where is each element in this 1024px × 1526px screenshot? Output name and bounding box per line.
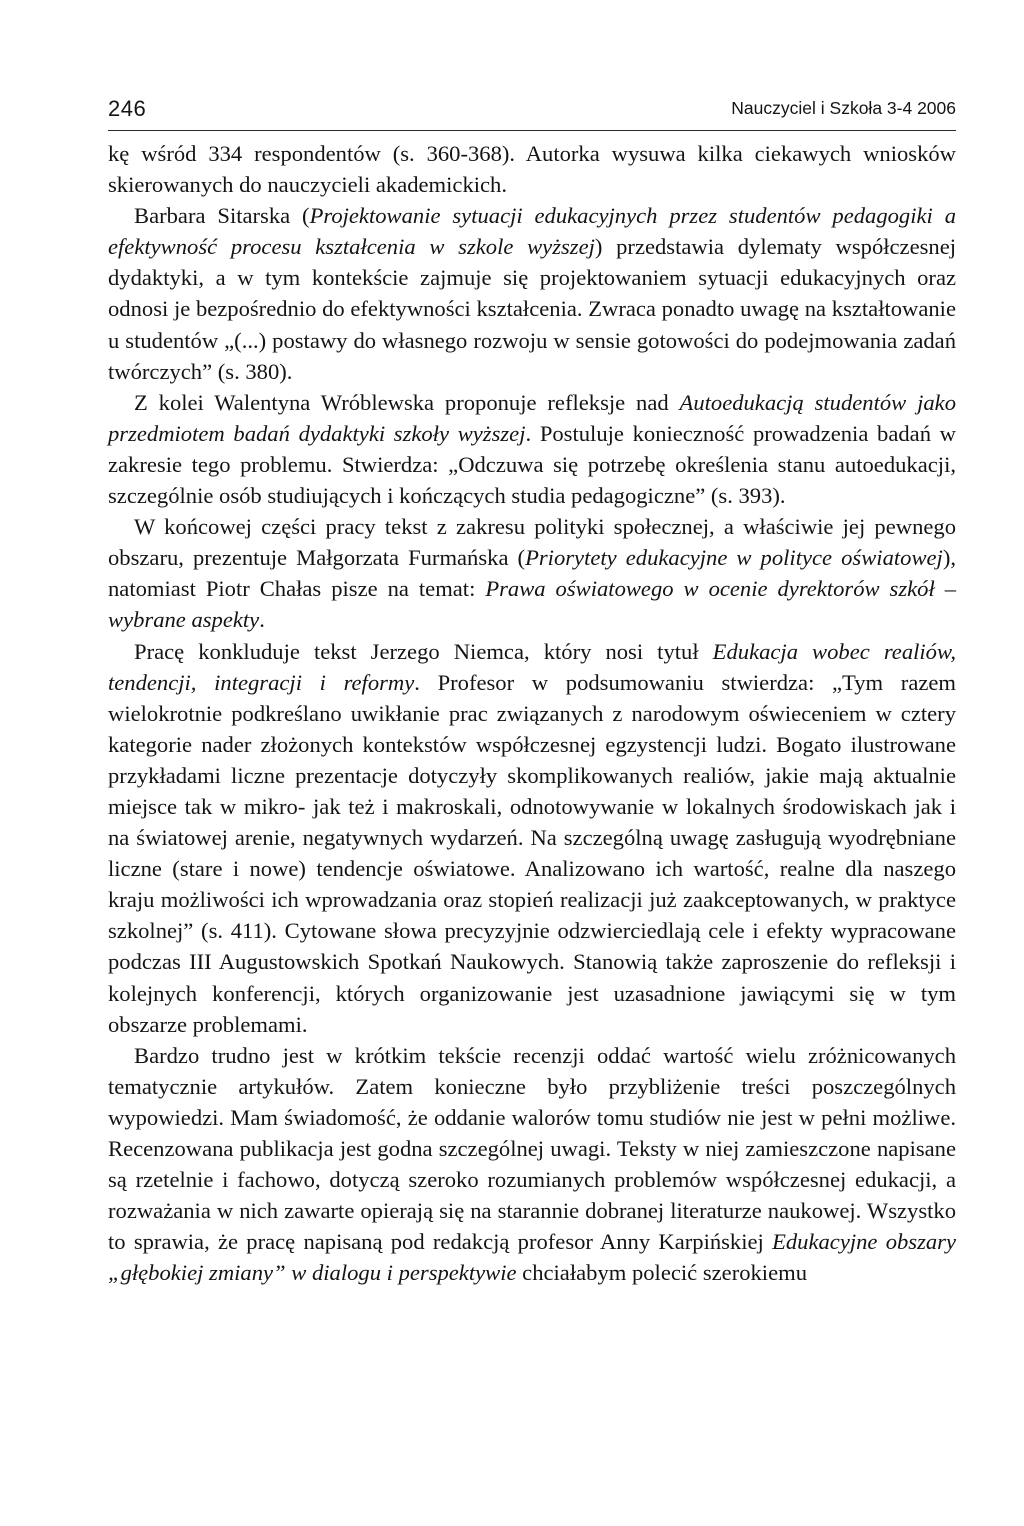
italic-title: Edukacja wobec realiów, tendencji, integracji i reformy <box>108 638 957 695</box>
text-run: . <box>259 607 265 633</box>
text-run: Z kolei Walentyna Wróblewska proponuje refleksje nad <box>134 389 680 415</box>
running-head: Nauczyciel i Szkoła 3-4 2006 <box>731 98 956 118</box>
paragraph <box>108 138 956 200</box>
italic-title: Priorytety edukacyjne w polityce oświatowej <box>525 545 943 571</box>
italic-title: Projektowanie sytuacji edukacyjnych przez studentów pedagogiki a efektywność procesu kształcenia w szkole wyższej <box>108 203 956 260</box>
text-run: Barbara Sitarska ( <box>134 203 310 229</box>
italic-title: Edukacyjne obszary „głębokiej zmiany” w dialogu i perspektywie <box>108 1229 957 1286</box>
text-run: ), natomiast Piotr Chałas pisze na temat: <box>108 545 957 602</box>
body-text <box>108 138 956 1288</box>
page-header <box>108 96 956 131</box>
text-run: . Profesor w podsumowaniu stwierdza: „Tym razem wielokrotnie podkreślano uwikłanie prac związanych z narodowym oświeceniem w cztery kategorie nader złożonych kontekstów współczesnej egzystencji ludzi. Bogato ilustrowane przykładami liczne prezentacje dotyczyły skomplikowanych realiów, jakie mają aktualnie miejsce tak w mikro- jak też i makroskali, odnotowywanie w lokalnych środowiskach jak i na światowej arenie, negatywnych wydarzeń. Na szczególną uwagę zasługują wyodrębniane liczne (stare i nowe) tendencje oświatowe. Analizowano ich wartość, realne dla naszego kraju możliwości ich wprowadzania oraz stopień realizacji już zaakceptowanych, w praktyce szkolnej” (s. 411). Cytowane słowa precyzyjnie odzwierciedlają cele i efekty wypracowane podczas III Augustowskich Spotkań Naukowych. Stanowią także zaproszenie do refleksji i kolejnych konferencji, których organizowanie jest uzasadnione jawiącymi się w tym obszarze problemami. <box>108 669 956 1037</box>
italic-title: Autoedukacją studentów jako przedmiotem badań dydaktyki szkoły wyższej <box>108 389 956 446</box>
text-run: chciałabym polecić szerokiemu <box>516 1260 807 1286</box>
page-number: 246 <box>108 96 147 121</box>
text-run: . Postuluje konieczność prowadzenia badań w zakresie tego problemu. Stwierdza: „Odczuwa się potrzebę określenia stanu autoedukacji, szczególnie osób studiujących i kończących studia pedagogiczne” (s. 393). <box>108 420 956 509</box>
paragraph <box>108 1040 956 1289</box>
paragraph <box>108 387 956 511</box>
italic-title: Prawa oświatowego w ocenie dyrektorów szkół – wybrane aspekty <box>108 576 956 633</box>
paragraph <box>108 200 956 387</box>
text-run: kę wśród 334 respondentów (s. 360-368). Autorka wysuwa kilka ciekawych wniosków skierowanych do nauczycieli akademickich. <box>108 141 956 198</box>
paragraph <box>108 636 956 1040</box>
text-run: Bardzo trudno jest w krótkim tekście recenzji oddać wartość wielu zróżnicowanych tematycznie artykułów. Zatem konieczne było przybliżenie treści poszczególnych wypowiedzi. Mam świadomość, że oddanie walorów tomu studiów nie jest w pełni możliwe. Recenzowana publikacja jest godna szczególnej uwagi. Teksty w niej zamieszczone napisane są rzetelnie i fachowo, dotyczą szeroko rozumianych problemów współczesnej edukacji, a rozważania w nich zawarte opierają się na starannie dobranej literaturze naukowej. Wszystko to sprawia, że pracę napisaną pod redakcją profesor Anny Karpińskiej <box>108 1042 956 1255</box>
paragraph <box>108 511 956 635</box>
text-run: W końcowej części pracy tekst z zakresu polityki społecznej, a właściwie jej pewnego obszaru, prezentuje Małgorzata Furmańska ( <box>108 514 956 571</box>
text-run: ) przedstawia dylematy współczesnej dydaktyki, a w tym kontekście zajmuje się projektowaniem sytuacji edukacyjnych oraz odnosi je bezpośrednio do efektywności kształcenia. Zwraca ponadto uwagę na kształtowanie u studentów „(...) postawy do własnego rozwoju w sensie gotowości do podejmowania zadań twórczych” (s. 380). <box>108 234 956 384</box>
text-run: Pracę konkluduje tekst Jerzego Niemca, który nosi tytuł <box>134 638 713 664</box>
